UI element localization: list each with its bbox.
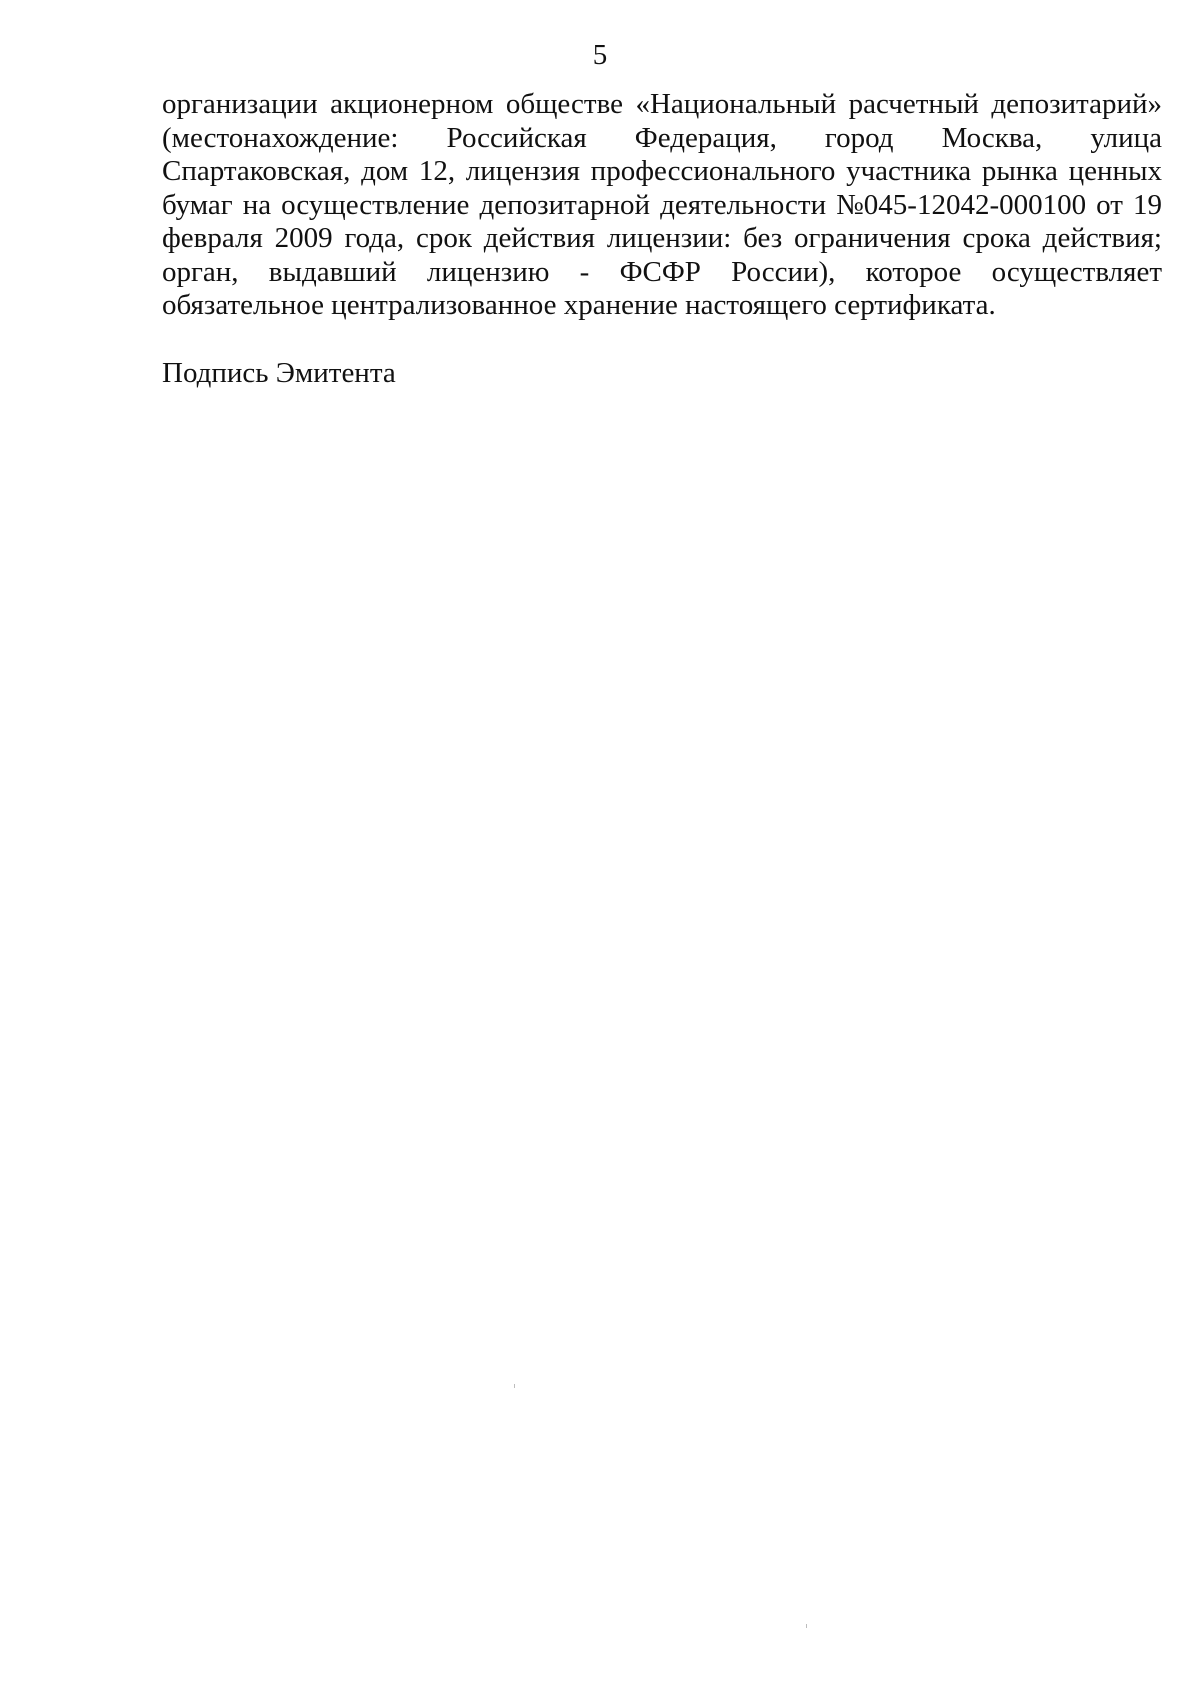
paragraph-line: обязательное централизованное хранение настоящего сертификата. bbox=[162, 289, 996, 321]
signature-label: Подпись Эмитента bbox=[162, 357, 396, 389]
paragraph-line: Спартаковская, дом 12, лицензия профессионального участника рынка ценных bbox=[162, 155, 1162, 187]
scan-speck bbox=[514, 1384, 515, 1388]
paragraph-line: бумаг на осуществление депозитарной деятельности №045-12042-000100 от 19 bbox=[162, 188, 1162, 221]
page-number: 5 bbox=[592, 39, 608, 71]
paragraph-line: февраля 2009 года, срок действия лицензии: без ограничения срока действия; bbox=[162, 222, 1162, 254]
paragraph-line: (местонахождение: Российская Федерация, город Москва, улица bbox=[162, 121, 1162, 154]
paragraph-line: организации акционерном обществе «Национальный расчетный депозитарий» bbox=[162, 88, 1162, 120]
scan-speck bbox=[806, 1624, 807, 1628]
paragraph-line: орган, выдавший лицензию - ФСФР России), которое осуществляет bbox=[162, 255, 1162, 288]
body-paragraph bbox=[162, 88, 1162, 323]
